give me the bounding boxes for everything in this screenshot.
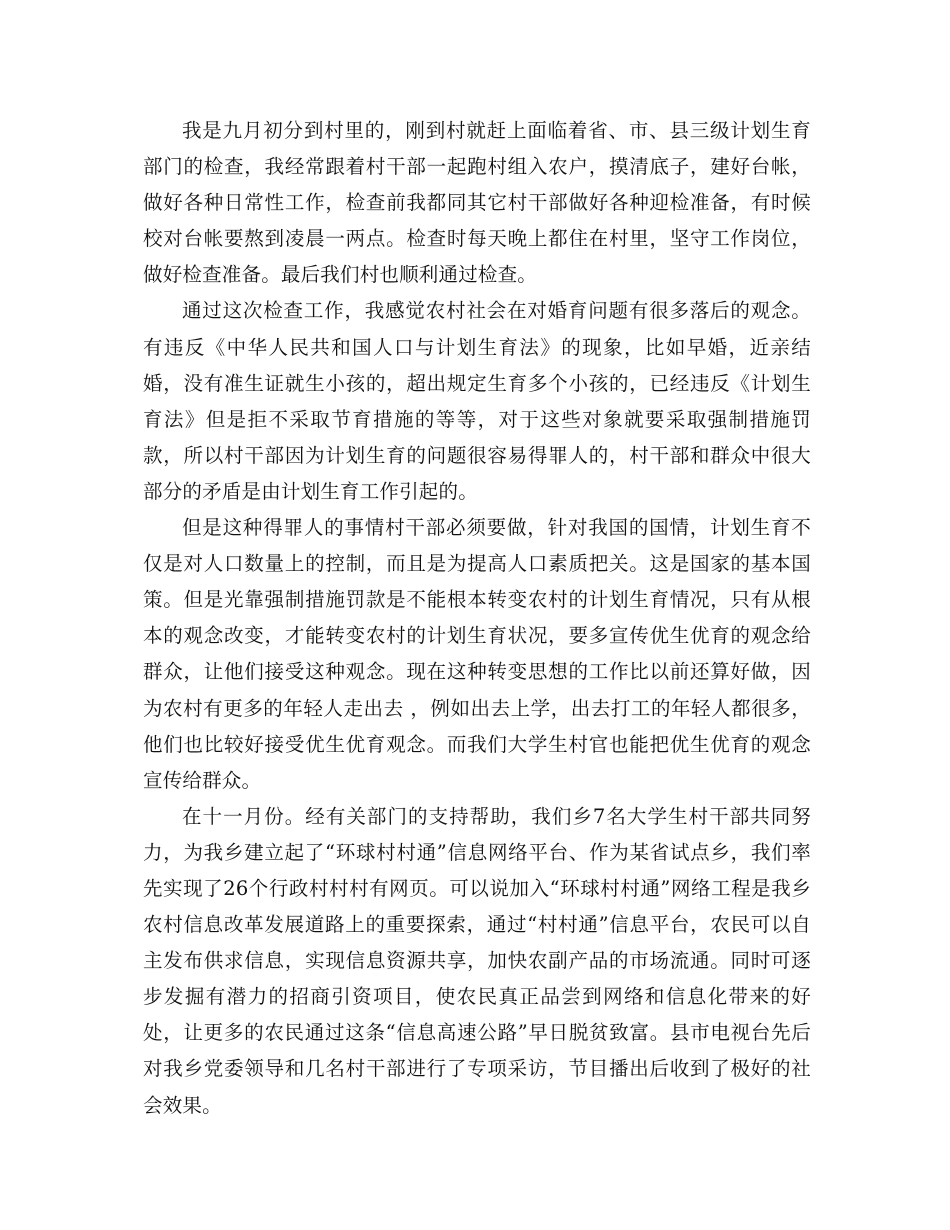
document-body [143,113,811,1124]
paragraph-marriage-concepts: 通过这次检查工作，我感觉农村社会在对婚育问题有很多落后的观念。有违反《中华人民共和国人口与计划生育法》的现象，比如早婚，近亲结婚，没有准生证就生小孩的，超出规定生育多个小孩的，已经违反《计划生育法》但是拒不采取节育措施的等等，对于这些对象就要采取强制措施罚款，所以村干部因为计划生育的问题很容易得罪人的，村干部和群众中很大部分的矛盾是由计划生育工作引起的。 [143,299,811,503]
paragraph-inspection-work: 我是九月初分到村里的，刚到村就赶上面临着省、市、县三级计划生育部门的检查，我经常跟着村干部一起跑村组入农户，摸清底子，建好台帐，做好各种日常性工作，检查前我都同其它村干部做好各种迎检准备，有时候校对台帐要熬到凌晨一两点。检查时每天晚上都住在村里，坚守工作岗位，做好检查准备。最后我们村也顺利通过检查。 [143,119,811,287]
paragraph-eugenics-promotion: 但是这种得罪人的事情村干部必须要做，针对我国的国情，计划生育不仅是对人口数量上的控制，而且是为提高人口素质把关。这是国家的基本国策。但是光靠强制措施罚款是不能根本转变农村的计划生育情况，只有从根本的观念改变，才能转变农村的计划生育状况，要多宣传优生优育的观念给群众，让他们接受这种观念。现在这种转变思想的工作比以前还算好做，因为农村有更多的年轻人走出去 ，例如出去上学，出去打工的年轻人都很多，他们也比较好接受优生优育观念。而我们大学生村官也能把优生优育的观念宣传给群众。 [143,516,811,792]
paragraph-network-platform: 在十一月份。经有关部门的支持帮助，我们乡7名大学生村干部共同努力，为我乡建立起了“环球村村通”信息网络平台、作为某省试点乡，我们率先实现了26个行政村村村有网页。可以说加入“环球村村通”网络工程是我乡农村信息改革发展道路上的重要探索，通过“村村通”信息平台，农民可以自主发布供求信息，实现信息资源共享，加快农副产品的市场流通。同时可逐步发掘有潜力的招商引资项目，使农民真正品尝到网络和信息化带来的好处，让更多的农民通过这条“信息高速公路”早日脱贫致富。县市电视台先后对我乡党委领导和几名村干部进行了专项采访，节目播出后收到了极好的社会效果。 [143,804,811,1117]
